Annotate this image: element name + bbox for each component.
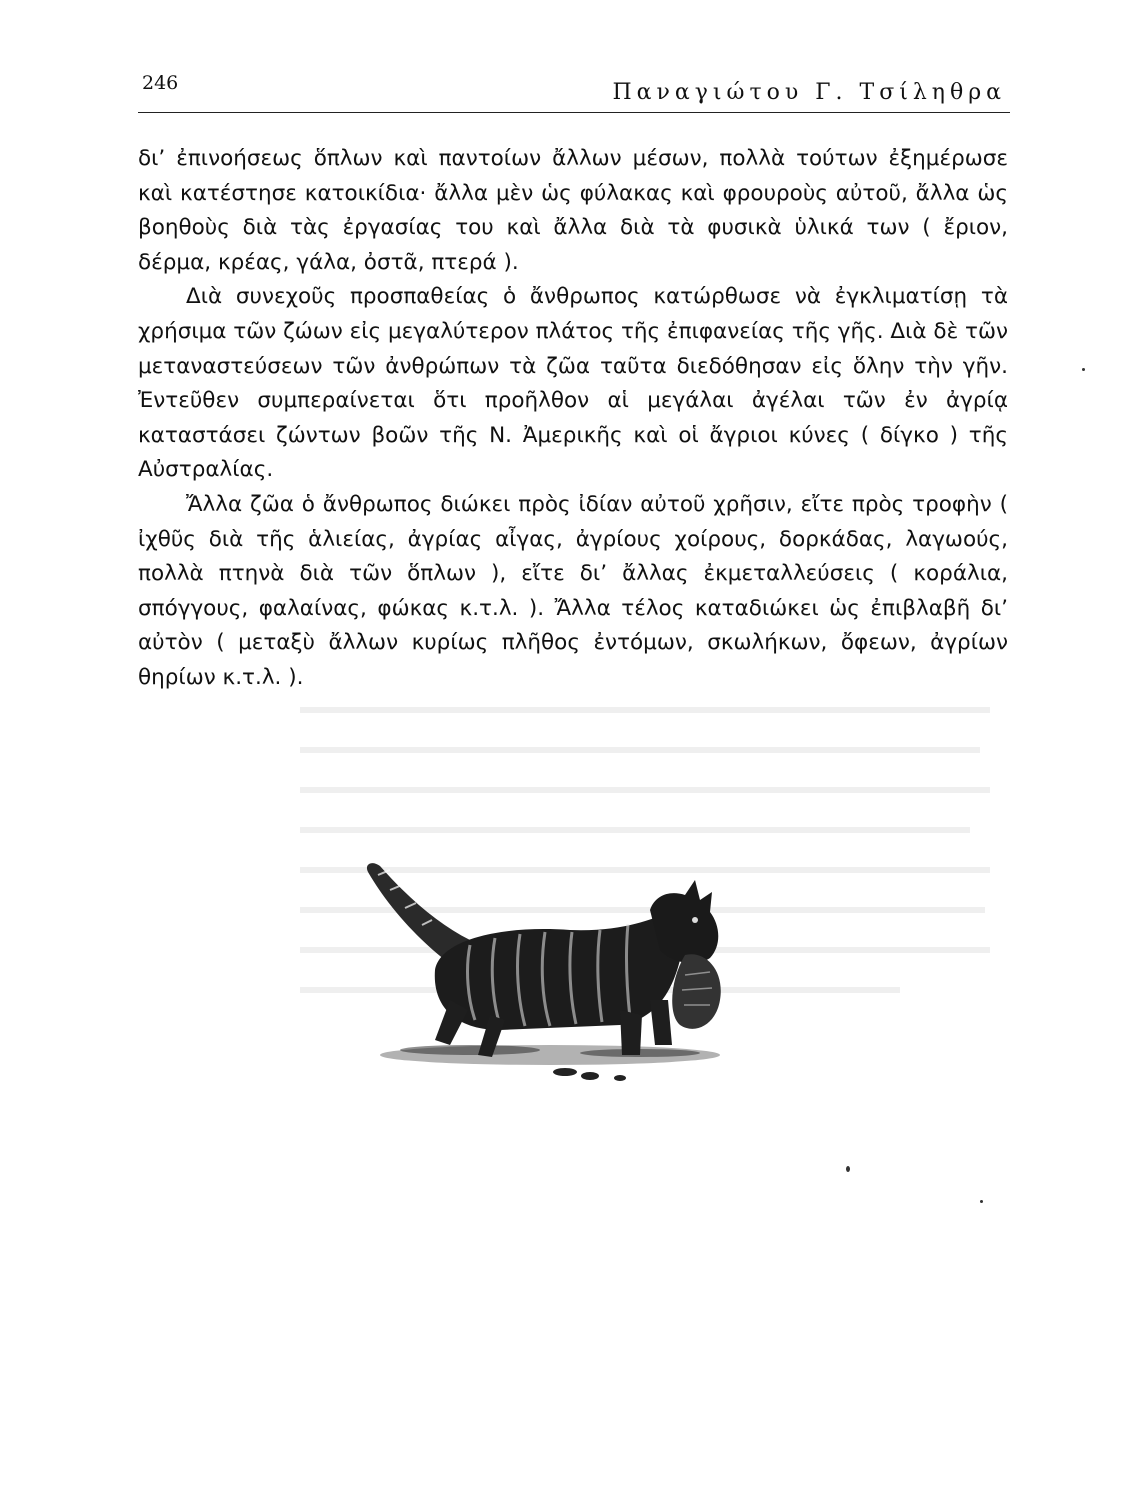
header-rule [138, 112, 1010, 113]
ground-shading [380, 1045, 720, 1081]
paragraph-1: δι’ ἐπινοήσεως ὅπλων καὶ παντοίων ἄλλων μέσων, πολλὰ τούτων ἐξημέρωσε καὶ κατέστησε κατοικίδια· ἄλλα μὲν ὡς φύλακας καὶ φρουροὺς αὐτοῦ, ἄλλα ὡς βοηθοὺς διὰ τὰς ἐργασίας του καὶ ἄλλα διὰ τὰ φυσικὰ ὑλικά των ( ἔριον, δέρμα, κρέας, γάλα, ὀστᾶ, πτερά ). [138, 146, 1008, 275]
scan-speck [1082, 368, 1085, 371]
running-head: Παναγιώτου Γ. Τσίληθρα [612, 80, 1006, 105]
paragraph-2: Διὰ συνεχοῦς προσπαθείας ὁ ἄνθρωπος κατώρθωσε νὰ ἐγκλιματίσῃ τὰ χρήσιμα τῶν ζώων εἰς μεγαλύτερον πλάτος τῆς ἐπιφανείας τῆς γῆς. Διὰ δὲ τῶν μεταναστεύσεων τῶν ἀνθρώπων τὰ ζῶα ταῦτα διεδόθησαν εἰς ὅλην τὴν γῆν. Ἐντεῦθεν συμπεραίνεται ὅτι προῆλθον αἱ μεγάλαι ἀγέλαι τῶν ἐν ἀγρίᾳ καταστάσει ζώντων βοῶν τῆς Ν. Ἀμερικῆς καὶ οἱ ἄγριοι κύνες ( δίγκο ) τῆς Αὐστραλίας. [138, 284, 1008, 483]
body-text [138, 142, 1008, 696]
cat-carrying-kitten-icon [350, 850, 750, 1100]
scan-speck [980, 1200, 983, 1203]
page-number: 246 [142, 72, 179, 94]
paragraph-3: Ἄλλα ζῶα ὁ ἄνθρωπος διώκει πρὸς ἰδίαν αὐτοῦ χρῆσιν, εἴτε πρὸς τροφὴν ( ἰχθῦς διὰ τῆς ἁλιείας, ἀγρίας αἶγας, ἀγρίους χοίρους, δορκάδας, λαγωούς, πολλὰ πτηνὰ διὰ τῶν ὅπλων ), εἴτε δι’ ἄλλας ἐκμεταλλεύσεις ( κοράλια, σπόγγους, φαλαίνας, φώκας κ.τ.λ. ). Ἄλλα τέλος καταδιώκει ὡς ἐπιβλαβῆ δι’ αὐτὸν ( μεταξὺ ἄλλων κυρίως πλῆθος ἐντόμων, σκωλήκων, ὄφεων, ἀγρίων θηρίων κ.τ.λ. ). [138, 491, 1008, 690]
page-header [138, 68, 1008, 108]
scan-speck [846, 1166, 850, 1172]
